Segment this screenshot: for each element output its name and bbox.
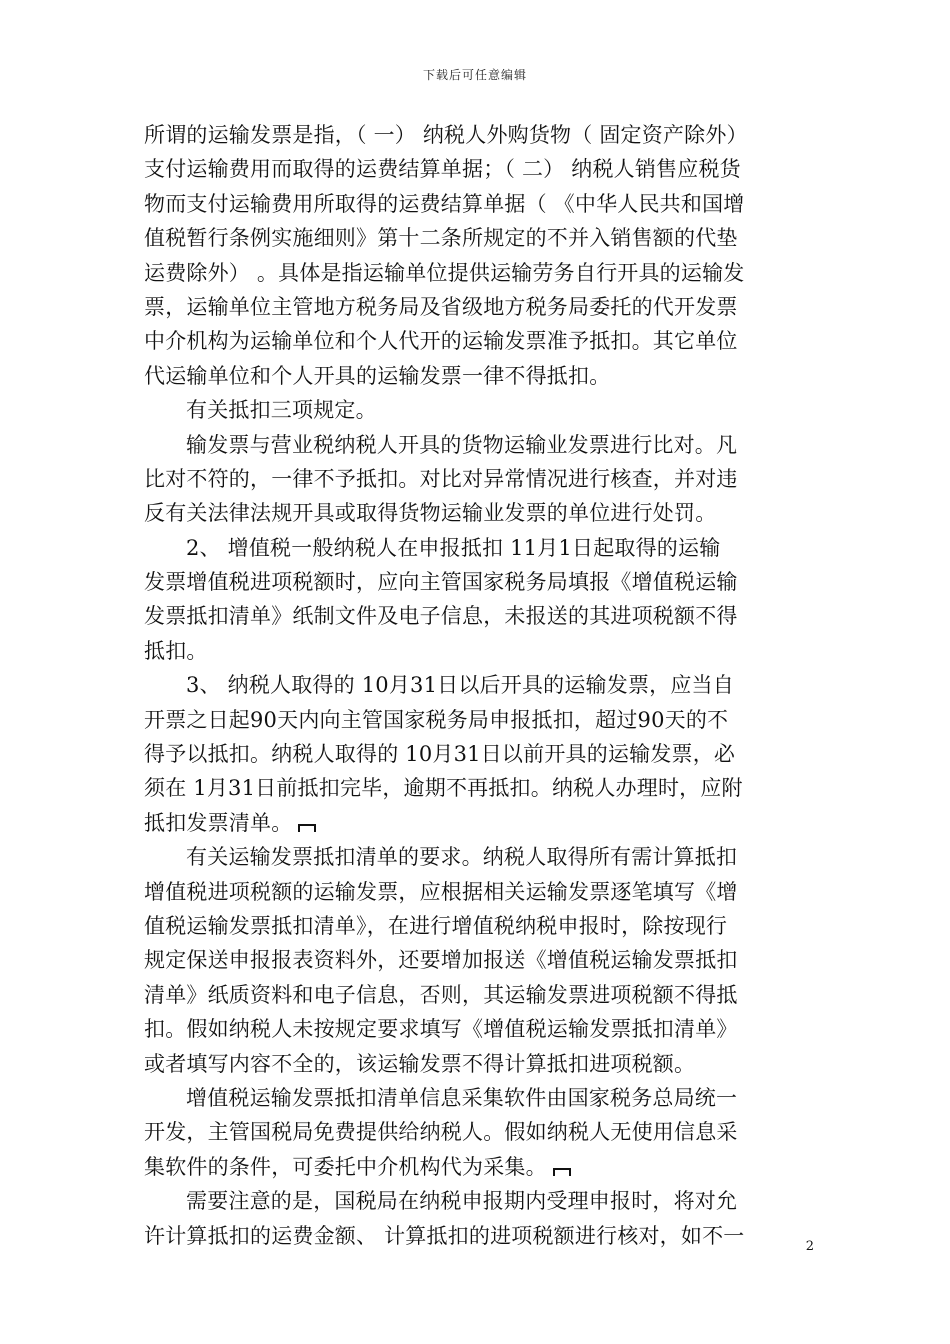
text-line: 须在 1月31日前抵扣完毕，逾期不再抵扣。纳税人办理时，应附 [144, 776, 743, 801]
text-line: 票，运输单位主管地方税务局及省级地方税务局委托的代开发票 [144, 294, 738, 319]
text-line: 发票增值税进项税额时，应向主管国家税务局填报《增值税运输 [144, 570, 738, 595]
text-line: 有关运输发票抵扣清单的要求。纳税人取得所有需计算抵扣 [186, 845, 738, 870]
text-line: 规定保送申报报表资料外，还要增加报送《增值税运输发票抵扣 [144, 948, 738, 973]
text-line: 得予以抵扣。纳税人取得的 10月31日以前开具的运输发票，必 [144, 742, 736, 767]
text-line: 许计算抵扣的运费金额、 计算抵扣的进项税额进行核对，如不一 [144, 1223, 745, 1248]
text-line: 扣。假如纳税人未按规定要求填写《增值税运输发票抵扣清单》 [144, 1017, 738, 1042]
text-line: 代运输单位和个人开具的运输发票一律不得抵扣。 [144, 363, 611, 388]
text-line: 值税暂行条例实施细则》第十二条所规定的不并入销售额的代垫 [144, 226, 738, 251]
text-line: 增值税运输发票抵扣清单信息采集软件由国家税务总局统一 [186, 1085, 738, 1110]
text-line: 物而支付运输费用所取得的运费结算单据（ 《中华人民共和国增 [144, 191, 745, 216]
page-header: 下载后可任意编辑 [422, 68, 527, 82]
text-line: 或者填写内容不全的，该运输发票不得计算抵扣进项税额。 [144, 1051, 696, 1076]
text-line: 集软件的条件，可委托中介机构代为采集。 [144, 1154, 547, 1179]
text-line: 抵扣。 [144, 638, 208, 663]
section-mark-icon [298, 824, 316, 832]
text-line: 3、 纳税人取得的 10月31日以后开具的运输发票，应当自 [186, 673, 734, 698]
text-line: 支付运输费用而取得的运费结算单据；（ 二） 纳税人销售应税货 [144, 157, 741, 182]
text-line: 开票之日起90天内向主管国家税务局申报抵扣，超过90天的不 [144, 707, 729, 732]
text-line: 有关抵扣三项规定。 [186, 398, 377, 423]
body-text [144, 118, 806, 1253]
text-line: 增值税进项税额的运输发票，应根据相关运输发票逐笔填写《增 [144, 879, 738, 904]
text-line-with-mark [144, 1150, 806, 1184]
section-mark-icon [553, 1168, 571, 1176]
text-line: 值税运输发票抵扣清单》，在进行增值税纳税申报时，除按现行 [144, 913, 728, 938]
text-line: 2、 增值税一般纳税人在申报抵扣 11月1日起取得的运输 [186, 535, 721, 560]
text-line: 运费除外） 。具体是指运输单位提供运输劳务自行开具的运输发 [144, 260, 745, 285]
text-line: 发票抵扣清单》纸制文件及电子信息，未报送的其进项税额不得 [144, 604, 738, 629]
text-line: 中介机构为运输单位和个人代开的运输发票准予抵扣。其它单位 [144, 329, 738, 354]
page-number: 2 [805, 1239, 814, 1254]
text-line: 比对不符的，一律不予抵扣。对比对异常情况进行核查，并对违 [144, 466, 738, 491]
text-line: 反有关法律法规开具或取得货物运输业发票的单位进行处罚。 [144, 501, 717, 526]
text-line: 清单》纸质资料和电子信息，否则，其运输发票进项税额不得抵 [144, 982, 738, 1007]
text-line: 输发票与营业税纳税人开具的货物运输业发票进行比对。凡 [186, 432, 738, 457]
text-line: 开发，主管国税局免费提供给纳税人。假如纳税人无使用信息采 [144, 1120, 738, 1145]
text-line: 需要注意的是，国税局在纳税申报期内受理申报时，将对允 [186, 1189, 738, 1214]
text-line: 所谓的运输发票是指，（ 一） 纳税人外购货物（ 固定资产除外） [144, 123, 748, 147]
text-line: 抵扣发票清单。 [144, 810, 293, 835]
text-line-with-mark [144, 806, 806, 840]
